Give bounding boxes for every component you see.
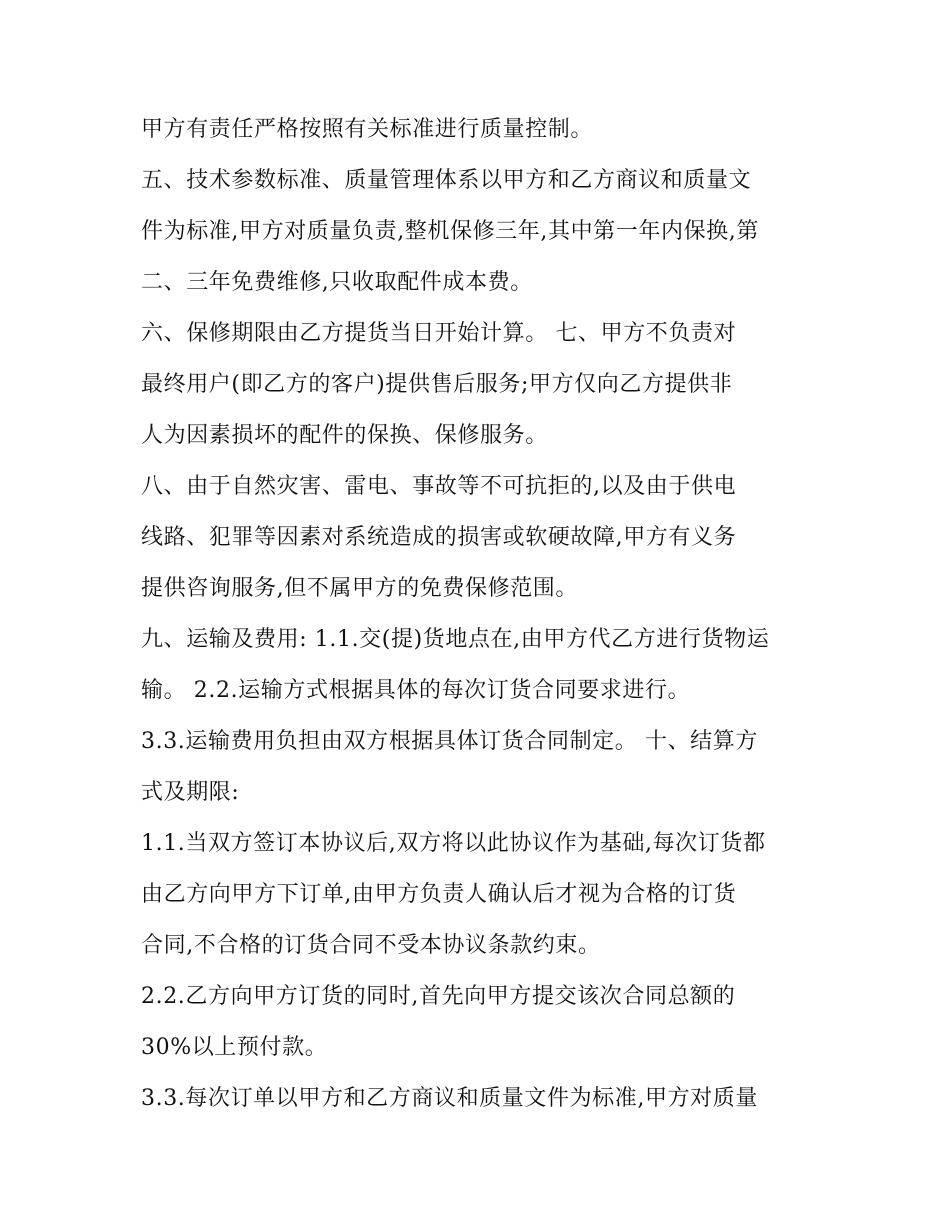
text-line: 3.3.运输费用负担由双方根据具体订货合同制定。 十、结算方 (141, 729, 758, 754)
text-line: 二、三年免费维修,只收取配件成本费。 (141, 270, 533, 295)
text-line: 2.2.乙方向甲方订货的同时,首先向甲方提交该次合同总额的 (141, 984, 736, 1009)
text-line: 线路、犯罪等因素对系统造成的损害或软硬故障,甲方有义务 (141, 525, 737, 550)
text-line: 输。 2.2.运输方式根据具体的每次订货合同要求进行。 (141, 678, 691, 703)
text-line: 提供咨询服务,但不属甲方的免费保修范围。 (141, 576, 578, 601)
text-line: 甲方有责任严格按照有关标准进行质量控制。 (141, 117, 594, 142)
text-line: 合同,不合格的订货合同不受本协议条款约束。 (141, 933, 601, 958)
text-line: 人为因素损坏的配件的保换、保修服务。 (141, 423, 548, 448)
text-line: 最终用户(即乙方的客户)提供售后服务;甲方仅向乙方提供非 (141, 372, 733, 397)
text-line: 1.1.当双方签订本协议后,双方将以此协议作为基础,每次订货都 (141, 831, 766, 856)
text-line: 五、技术参数标准、质量管理体系以甲方和乙方商议和质量文 (141, 168, 752, 193)
document-body (141, 104, 841, 1124)
text-line: 30%以上预付款。 (141, 1035, 328, 1060)
text-line: 3.3.每次订单以甲方和乙方商议和质量文件为标准,甲方对质量 (141, 1086, 758, 1111)
text-line: 八、由于自然灾害、雷电、事故等不可抗拒的,以及由于供电 (141, 474, 737, 499)
text-line: 六、保修期限由乙方提货当日开始计算。 七、甲方不负责对 (141, 321, 737, 346)
text-line: 九、运输及费用: 1.1.交(提)货地点在,由甲方代乙方进行货物运 (141, 627, 770, 652)
text-line: 由乙方向甲方下订单,由甲方负责人确认后才视为合格的订货 (141, 882, 737, 907)
text-line: 件为标准,甲方对质量负责,整机保修三年,其中第一年内保换,第 (141, 219, 759, 244)
text-line: 式及期限: (141, 780, 240, 805)
